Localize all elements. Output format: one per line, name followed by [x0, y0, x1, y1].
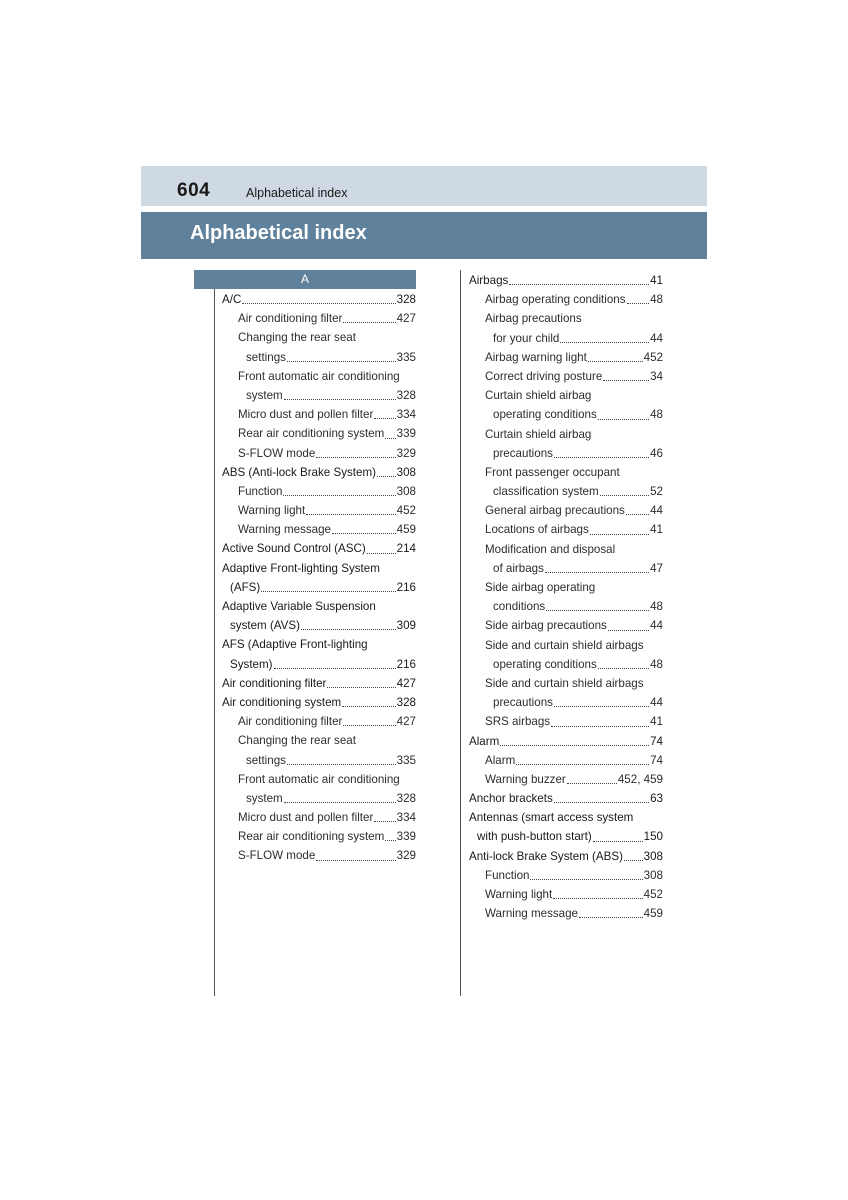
entry-text: A/C	[222, 293, 242, 306]
index-entry	[469, 597, 663, 616]
entry-text: S-FLOW mode	[238, 446, 316, 460]
entry-text: precautions	[493, 446, 553, 460]
entry-text: Warning buzzer	[485, 772, 566, 786]
entry-text: conditions	[493, 600, 546, 614]
entry-page: 44	[650, 504, 663, 518]
entry-text: AFS (Adaptive Front-lighting	[222, 638, 368, 652]
page-number: 604	[177, 180, 211, 201]
leader-dots	[600, 482, 649, 496]
entry-text: precautions	[493, 696, 553, 710]
leader-dots	[343, 309, 395, 323]
index-entry	[222, 501, 416, 520]
index-entry	[222, 463, 416, 482]
entry-text: Changing the rear seat	[238, 331, 356, 345]
leader-dots	[598, 405, 649, 419]
page-title: Alphabetical index	[190, 222, 367, 244]
index-entry	[222, 386, 416, 405]
entry-page: 328	[396, 293, 416, 306]
entry-text: Anti-lock Brake System (ABS)	[469, 849, 623, 863]
entry-page: 308	[643, 868, 663, 882]
entry-text: Airbag precautions	[485, 312, 582, 326]
entry-text: Alarm	[469, 734, 500, 748]
entry-page: 427	[396, 676, 416, 690]
leader-dots	[284, 789, 396, 803]
index-entry	[469, 386, 663, 405]
entry-text: operating conditions	[493, 408, 597, 422]
leader-dots	[626, 501, 649, 515]
entry-page: 339	[396, 427, 416, 441]
entry-page: 328	[396, 695, 416, 709]
index-entry	[469, 751, 663, 770]
index-entry	[222, 405, 416, 424]
index-entry	[469, 309, 663, 328]
leader-dots	[554, 789, 649, 803]
entry-text: Changing the rear seat	[238, 734, 356, 748]
leader-dots	[627, 290, 650, 304]
leader-dots	[287, 348, 396, 362]
entry-text: Air conditioning filter	[222, 676, 327, 690]
leader-dots	[274, 655, 396, 669]
entry-page: 48	[650, 408, 663, 422]
entry-text: (AFS)	[230, 580, 261, 594]
index-entry	[222, 731, 416, 750]
leader-dots	[385, 424, 395, 438]
leader-dots	[624, 847, 643, 861]
index-entry	[222, 789, 416, 808]
entry-text: Side and curtain shield airbags	[485, 638, 644, 652]
leader-dots	[598, 655, 649, 669]
entry-text: Airbag operating conditions	[485, 293, 626, 307]
entry-page: 329	[396, 849, 416, 863]
leader-dots	[545, 559, 649, 573]
entry-text: Warning message	[238, 523, 332, 537]
index-entry	[222, 559, 416, 578]
entry-page: 452	[396, 504, 416, 518]
entry-text: Function	[238, 484, 283, 498]
entry-text: Locations of airbags	[485, 523, 589, 537]
index-entry	[469, 904, 663, 923]
entry-text: Front automatic air conditioning	[238, 772, 400, 786]
entry-text: SRS airbags	[485, 715, 551, 729]
index-entry	[469, 847, 663, 866]
entry-page: 334	[396, 408, 416, 422]
leader-dots	[588, 348, 643, 362]
entry-page: 459	[396, 523, 416, 537]
index-entry	[222, 751, 416, 770]
entry-page: 48	[650, 293, 663, 307]
entry-page: 74	[650, 753, 663, 767]
index-entry	[222, 827, 416, 846]
entry-text: operating conditions	[493, 657, 597, 671]
index-entry	[469, 559, 663, 578]
entry-page: 308	[396, 465, 416, 479]
index-entry	[222, 655, 416, 674]
leader-dots	[242, 290, 395, 304]
entry-page: 63	[650, 792, 663, 806]
leader-dots	[343, 712, 395, 726]
leader-dots	[367, 539, 396, 553]
entry-text: Rear air conditioning system	[238, 830, 385, 844]
leader-dots	[530, 866, 642, 880]
entry-page: 41	[650, 715, 663, 729]
index-entry	[222, 367, 416, 386]
entry-text: settings	[246, 753, 286, 767]
column-divider-left	[214, 270, 215, 996]
entry-text: Anchor brackets	[469, 792, 553, 806]
entry-text: Air conditioning system	[222, 695, 342, 709]
index-entry	[469, 290, 663, 309]
index-entry	[469, 770, 663, 789]
entry-text: Curtain shield airbag	[485, 389, 592, 403]
entry-page: 46	[650, 446, 663, 460]
index-entry	[222, 693, 416, 712]
index-entry	[222, 444, 416, 463]
index-entry	[469, 463, 663, 482]
leader-dots	[500, 732, 649, 746]
entry-text: Airbags	[469, 274, 509, 287]
leader-dots	[342, 693, 395, 707]
leader-dots	[306, 501, 395, 515]
index-entry	[469, 367, 663, 386]
entry-text: Air conditioning filter	[238, 312, 343, 326]
entry-text: system	[246, 791, 283, 805]
leader-dots	[590, 520, 649, 534]
entry-text: Micro dust and pollen filter	[238, 408, 374, 422]
index-entry	[469, 425, 663, 444]
leader-dots	[551, 712, 649, 726]
index-entry	[469, 405, 663, 424]
index-entry	[469, 329, 663, 348]
entry-page: 41	[650, 523, 663, 537]
header-strip	[141, 166, 707, 206]
entry-text: classification system	[493, 485, 599, 499]
leader-dots	[385, 827, 395, 841]
entry-text: Side airbag operating	[485, 581, 596, 594]
entry-text: Adaptive Variable Suspension	[222, 600, 376, 613]
entry-page: 427	[396, 312, 416, 326]
entry-text: with push-button start)	[477, 830, 592, 844]
index-entry	[222, 424, 416, 443]
index-entry	[469, 732, 663, 751]
entry-page: 308	[643, 849, 663, 863]
leader-dots	[261, 578, 395, 592]
entry-text: Front automatic air conditioning	[238, 369, 400, 383]
leader-dots	[301, 616, 396, 630]
entry-page: 41	[650, 274, 663, 287]
index-entry	[222, 808, 416, 827]
leader-dots	[327, 674, 395, 688]
entry-text: for your child	[493, 331, 560, 345]
entry-text: of airbags	[493, 561, 544, 575]
index-entry	[222, 520, 416, 539]
leader-dots	[332, 520, 396, 534]
entry-page: 328	[396, 388, 416, 402]
index-entry	[222, 578, 416, 597]
leader-dots	[546, 597, 649, 611]
entry-page: 74	[650, 734, 663, 748]
entry-page: 334	[396, 811, 416, 825]
entry-text: Function	[485, 868, 530, 882]
index-entry	[469, 789, 663, 808]
index-entry	[469, 520, 663, 539]
entry-text: settings	[246, 350, 286, 364]
entry-text: Side airbag precautions	[485, 619, 607, 633]
index-entry	[469, 578, 663, 597]
entry-page: 44	[650, 331, 663, 345]
entry-text: Modification and disposal	[485, 542, 616, 556]
leader-dots	[603, 367, 649, 381]
index-entry	[469, 444, 663, 463]
index-entry	[469, 348, 663, 367]
entry-page: 44	[650, 696, 663, 710]
index-column-right	[469, 271, 663, 923]
letter-heading: A	[194, 270, 416, 289]
index-entry	[222, 846, 416, 865]
index-entry	[222, 539, 416, 558]
index-entry	[222, 712, 416, 731]
index-entry	[469, 271, 663, 290]
leader-dots	[287, 751, 396, 765]
leader-dots	[593, 827, 643, 841]
leader-dots	[377, 463, 396, 477]
entry-page: 452	[643, 888, 663, 901]
index-entry	[469, 693, 663, 712]
entry-text: Antennas (smart access system	[469, 811, 634, 825]
entry-page: 427	[396, 715, 416, 729]
entry-page: 329	[396, 446, 416, 460]
leader-dots	[608, 616, 649, 630]
leader-dots	[509, 271, 649, 285]
entry-text: Airbag warning light	[485, 350, 587, 364]
leader-dots	[560, 329, 649, 343]
leader-dots	[283, 482, 395, 496]
leader-dots	[374, 808, 395, 822]
entry-page: 339	[396, 830, 416, 844]
index-entry	[469, 636, 663, 655]
entry-page: 216	[396, 657, 416, 671]
index-entry	[222, 290, 416, 309]
entry-page: 150	[643, 830, 663, 844]
entry-text: Rear air conditioning system	[238, 427, 385, 441]
column-divider-right	[460, 270, 461, 996]
index-entry	[222, 482, 416, 501]
leader-dots	[579, 904, 643, 918]
leader-dots	[316, 846, 395, 860]
entry-page: 308	[396, 484, 416, 498]
index-entry	[222, 635, 416, 654]
index-entry	[222, 674, 416, 693]
entry-text: ABS (Anti-lock Brake System)	[222, 465, 376, 479]
index-entry	[222, 616, 416, 635]
entry-text: Correct driving posture	[485, 369, 603, 383]
entry-text: General airbag precautions	[485, 504, 625, 518]
entry-text: system (AVS)	[230, 619, 300, 633]
entry-text: Warning light	[485, 888, 553, 901]
index-entry	[469, 866, 663, 885]
index-entry	[469, 712, 663, 731]
entry-page: 48	[650, 657, 663, 671]
entry-page: 452, 459	[617, 772, 663, 786]
entry-page: 452	[643, 350, 663, 364]
leader-dots	[554, 444, 649, 458]
leader-dots	[374, 405, 395, 419]
index-entry	[222, 348, 416, 367]
index-entry	[222, 770, 416, 789]
entry-text: Active Sound Control (ASC)	[222, 542, 366, 556]
leader-dots	[567, 770, 617, 784]
entry-page: 34	[650, 369, 663, 383]
entry-page: 459	[643, 907, 663, 921]
index-entry	[469, 616, 663, 635]
entry-text: System)	[230, 657, 273, 671]
running-header: Alphabetical index	[246, 186, 348, 200]
entry-text: Warning message	[485, 907, 579, 921]
index-entry	[469, 827, 663, 846]
entry-text: S-FLOW mode	[238, 849, 316, 863]
entry-page: 335	[396, 753, 416, 767]
entry-page: 309	[396, 619, 416, 633]
entry-page: 335	[396, 350, 416, 364]
index-entry	[222, 309, 416, 328]
entry-page: 214	[396, 542, 416, 556]
entry-text: system	[246, 388, 283, 402]
leader-dots	[316, 444, 395, 458]
entry-text: Alarm	[485, 753, 516, 767]
index-entry	[222, 597, 416, 616]
entry-text: Micro dust and pollen filter	[238, 811, 374, 825]
index-entry	[222, 328, 416, 347]
entry-page: 48	[650, 600, 663, 614]
index-column-left	[222, 290, 416, 866]
leader-dots	[553, 885, 642, 899]
leader-dots	[554, 693, 649, 707]
index-entry	[469, 885, 663, 904]
leader-dots	[284, 386, 396, 400]
index-entry	[469, 808, 663, 827]
entry-text: Air conditioning filter	[238, 715, 343, 729]
entry-text: Side and curtain shield airbags	[485, 676, 644, 690]
entry-text: Curtain shield airbag	[485, 427, 592, 441]
entry-page: 328	[396, 791, 416, 805]
entry-page: 52	[650, 485, 663, 499]
index-entry	[469, 501, 663, 520]
entry-text: Adaptive Front-lighting System	[222, 561, 380, 575]
index-entry	[469, 674, 663, 693]
leader-dots	[516, 751, 649, 765]
entry-page: 216	[396, 580, 416, 594]
entry-page: 47	[650, 561, 663, 575]
entry-text: Front passenger occupant	[485, 465, 620, 479]
entry-text: Warning light	[238, 504, 306, 518]
index-entry	[469, 655, 663, 674]
index-entry	[469, 482, 663, 501]
entry-page: 44	[650, 619, 663, 633]
index-entry	[469, 540, 663, 559]
